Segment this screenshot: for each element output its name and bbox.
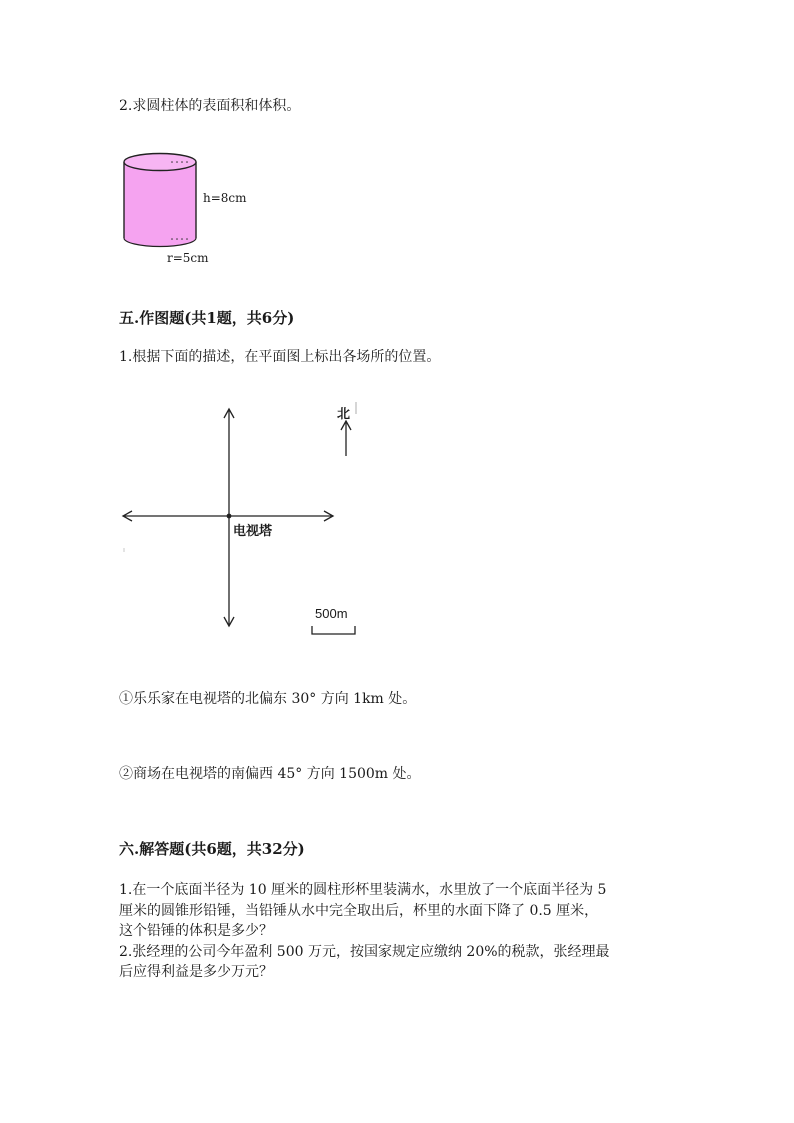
question-text: 2.求圆柱体的表面积和体积。: [119, 98, 301, 114]
question-paragraph: [119, 880, 679, 983]
question-line: 厘米的圆锥形铅锤，当铅锤从水中完全取出后，杯里的水面下降了 0.5 厘米，: [119, 902, 599, 919]
list-item: ①乐乐家在电视塔的北偏东 30° 方向 1km 处。: [119, 691, 417, 707]
list-item: ②商场在电视塔的南偏西 45° 方向 1500m 处。: [119, 766, 421, 782]
cylinder-figure: [115, 148, 255, 268]
radius-label: r=5cm: [167, 251, 209, 265]
question-line: 这个铅锤的体积是多少？: [119, 923, 273, 939]
center-label: 电视塔: [233, 524, 273, 539]
scale-label: 500m: [315, 606, 348, 621]
question-line: 2.张经理的公司今年盈利 500 万元，按国家规定应缴纳 20%的税款，张经理最: [119, 943, 610, 960]
north-label: 北: [337, 407, 351, 422]
height-label: h=8cm: [203, 191, 247, 205]
question-line: 1.在一个底面半径为 10 厘米的圆柱形杯里装满水，水里放了一个底面半径为 5: [119, 882, 607, 898]
section-heading: 五.作图题(共1题，共6分): [119, 309, 295, 327]
question-line: 后应得利益是多少万元？: [119, 964, 273, 980]
question-text: 1.根据下面的描述，在平面图上标出各场所的位置。: [119, 349, 441, 365]
section-heading: 六.解答题(共6题，共32分): [119, 840, 305, 858]
